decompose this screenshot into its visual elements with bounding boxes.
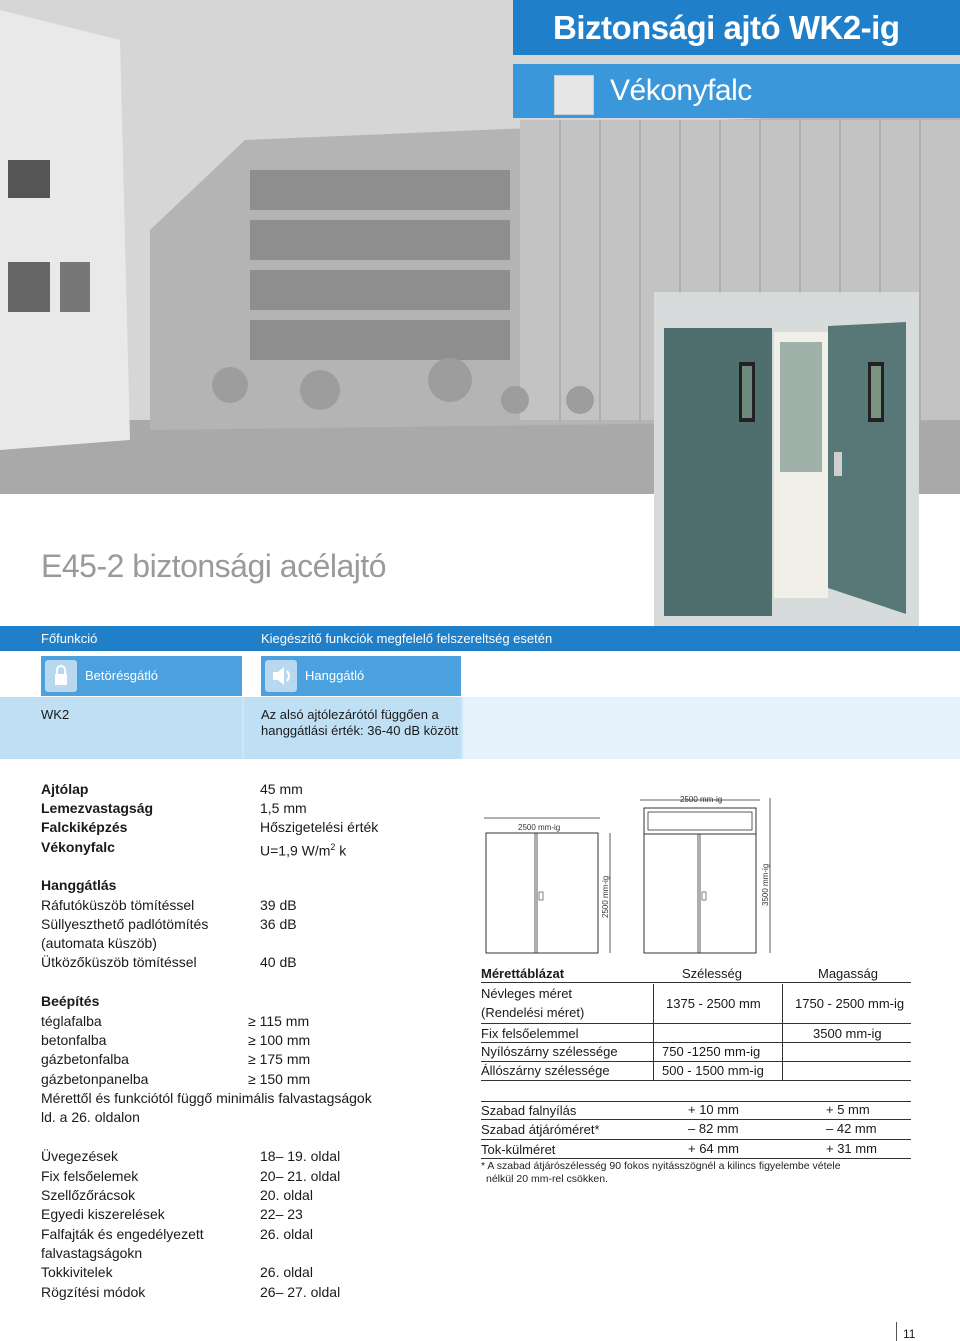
spec-label: Falckiképzés — [41, 819, 128, 835]
row-label: (Rendelési méret) — [481, 1005, 585, 1020]
ref-value: 22– 23 — [260, 1206, 303, 1222]
lock-burglary-icon — [45, 660, 77, 692]
ref-value: 20– 21. oldal — [260, 1168, 341, 1184]
size-table-title: Mérettáblázat — [481, 966, 565, 981]
product-title: E45-2 biztonsági acélajtó — [41, 548, 387, 584]
ref-value: 26. oldal — [260, 1264, 313, 1280]
row-width: + 64 mm — [688, 1141, 739, 1156]
grade-value: WK2 — [41, 707, 70, 722]
spec-value: 115 mm — [259, 1013, 310, 1029]
spec-label: Vékonyfalc — [41, 839, 115, 855]
ref-value: 18– 19. oldal — [260, 1148, 341, 1164]
geq-symbol: ≥ — [248, 1071, 256, 1087]
row-width: 750 -1250 mm-ig — [662, 1044, 761, 1059]
ref-label: Falfajták és engedélyezett — [41, 1226, 204, 1242]
row-width: – 82 mm — [688, 1121, 739, 1136]
burglary-label: Betörésgátló — [85, 668, 158, 683]
col-width-header: Szélesség — [682, 966, 742, 981]
burglary-cell — [41, 656, 242, 696]
geq-symbol: ≥ — [248, 1013, 256, 1029]
ref-label: Tokkivitelek — [41, 1264, 113, 1280]
page-number: 11 — [903, 1327, 916, 1341]
row-height: – 42 mm — [826, 1121, 877, 1136]
footnote — [481, 1160, 841, 1186]
footnote-line: * A szabad átjárószélesség 90 fokos nyitásszögnél a kilincs figyelembe vétele — [481, 1160, 841, 1172]
geq-symbol: ≥ — [248, 1032, 256, 1048]
row-height: 1750 - 2500 mm-ig — [795, 996, 905, 1011]
col-height-header: Magasság — [818, 966, 878, 981]
ref-label: Rögzítési módok — [41, 1284, 146, 1300]
function-header — [0, 626, 960, 651]
spec-label: betonfalba — [41, 1032, 107, 1048]
spec-label: téglafalba — [41, 1013, 102, 1029]
spec-label: Ütközőküszöb tömítéssel — [41, 954, 197, 970]
sound-note-1: Az alsó ajtólezárótól függően a — [261, 707, 439, 722]
spec-value: 100 mm — [259, 1032, 311, 1048]
frame-profile-icon — [554, 75, 594, 115]
spec-value: 45 mm — [260, 781, 303, 797]
u-value-text: U=1,9 W/m — [260, 842, 331, 859]
row-label: Fix felsőelemmel — [481, 1026, 579, 1041]
main-function-label: Főfunkció — [41, 631, 98, 646]
spec-label: Süllyeszthető padlótömítés — [41, 916, 209, 932]
spec-label: Lemezvastagság — [41, 800, 154, 816]
spec-value: 39 dB — [260, 897, 297, 913]
sound-note-2: hanggátlási érték: 36-40 dB között — [261, 723, 459, 738]
u-value-unit: k — [335, 842, 347, 859]
u-value-sup: 2 — [330, 842, 336, 852]
header-subtitle: Vékonyfalc — [513, 64, 960, 118]
ref-value: 26– 27. oldal — [260, 1284, 341, 1300]
sound-cell — [261, 656, 461, 696]
extra-function-label: Kiegészítő funkciók megfelelő felszereltség esetén — [261, 631, 553, 646]
spec-label: Ráfutóküszöb tömítéssel — [41, 897, 195, 913]
sound-icon — [265, 660, 297, 692]
width-label-right: 2500 mm-ig — [680, 795, 723, 804]
spec-value: 40 dB — [260, 954, 297, 970]
row-width: 500 - 1500 mm-ig — [662, 1063, 764, 1078]
row-width: 1375 - 2500 mm — [666, 996, 761, 1011]
row-label: Névleges méret — [481, 986, 573, 1001]
beep-note: ld. a 26. oldalon — [41, 1109, 140, 1125]
row-height: + 31 mm — [826, 1141, 877, 1156]
footnote-line: nélkül 20 mm-rel csökken. — [486, 1173, 608, 1185]
spec-label: gázbetonfalba — [41, 1051, 129, 1067]
width-label-left: 2500 mm-ig — [518, 823, 561, 832]
row-label: Tok-külméret — [481, 1142, 556, 1157]
ref-label: Egyedi kiszerelések — [41, 1206, 165, 1222]
spec-value: 175 mm — [259, 1051, 311, 1067]
spec-value: 36 dB — [260, 916, 297, 932]
row-height: 3500 mm-ig — [813, 1026, 882, 1041]
row-label: Szabad falnyílás — [481, 1103, 577, 1118]
function-row — [0, 656, 960, 696]
spec-value: 150 mm — [259, 1071, 311, 1087]
geq-symbol: ≥ — [248, 1051, 256, 1067]
spec-label: gázbetonpanelba — [41, 1071, 149, 1087]
ref-value: 20. oldal — [260, 1187, 313, 1203]
ref-label: falvastagságokn — [41, 1245, 143, 1261]
row-height: + 5 mm — [826, 1102, 870, 1117]
beep-note: Mérettől és funkciótól függő minimális falvastagságok — [41, 1090, 372, 1106]
u-value — [260, 838, 346, 861]
ref-value: 26. oldal — [260, 1226, 313, 1242]
spec-value: Hőszigetelési érték — [260, 819, 379, 835]
row-label: Nyílószárny szélessége — [481, 1044, 618, 1059]
door-photo — [654, 292, 919, 626]
row-width: + 10 mm — [688, 1102, 739, 1117]
spec-label: Ajtólap — [41, 781, 89, 797]
ref-label: Üvegezések — [41, 1148, 119, 1164]
row-label: Állószárny szélessége — [481, 1063, 610, 1078]
page-rule — [896, 1322, 897, 1341]
header-title: Biztonsági ajtó WK2-ig — [513, 0, 960, 55]
ref-label: Szellőzőrácsok — [41, 1187, 136, 1203]
spec-label: (automata küszöb) — [41, 935, 157, 951]
grade-row — [0, 697, 960, 759]
height-label-left: 2500 mm-ig — [601, 875, 610, 918]
row-label: Szabad átjáróméret* — [481, 1122, 600, 1137]
spec-value: 1,5 mm — [260, 800, 307, 816]
height-label-right: 3500 mm-ig — [761, 863, 770, 906]
ref-label: Fix felsőelemek — [41, 1168, 139, 1184]
door-diagram — [478, 788, 918, 958]
sound-label: Hanggátló — [305, 668, 365, 683]
section-title: Hanggátlás — [41, 877, 117, 893]
section-title: Beépítés — [41, 993, 100, 1009]
